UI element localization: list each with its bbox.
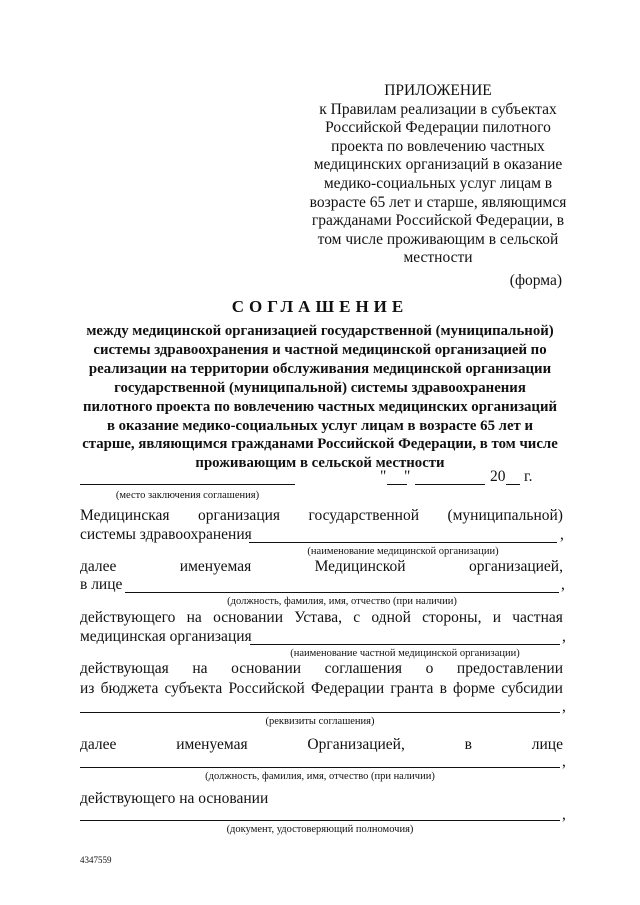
subtitle-line: проживающим в сельской местности [195,455,445,472]
private-org-name-caption: (наименование частной медицинской организации) [290,648,520,659]
word: в [464,736,472,753]
appendix-line: Российской Федерации пилотного [325,119,551,137]
subtitle-line: между медицинской организацией государственной (муниципальной) [86,323,554,339]
date-year-prefix: 20 [490,468,506,485]
appendix-line: местности [403,249,473,267]
med-org-prefix: системы здравоохранения [80,526,252,543]
word: гранта [390,680,434,697]
appendix-block [302,82,574,268]
word: действующего [80,609,176,626]
place-field-line[interactable] [80,484,295,485]
word: с [353,609,361,626]
word: в [439,680,447,697]
paragraph-med-org-line [80,507,563,525]
paragraph-acting-line [80,609,563,627]
subtitle-line: государственной (муниципальной) системы здравоохранения [114,379,526,396]
word: одной [371,609,411,626]
word: соглашения [324,660,403,677]
word: Медицинской [314,558,406,575]
word: на [192,660,208,677]
med-org-name-field[interactable] [249,542,557,543]
word: форме [453,680,496,697]
comma: , [560,526,564,543]
date-month-field[interactable] [415,484,485,485]
word: о [425,660,434,677]
subtitle-line: системы здравоохранения и частной медицинской организацией по [93,341,547,358]
private-org-name-field[interactable] [250,644,560,645]
word: именуемая [176,736,248,753]
place-caption: (место заключения соглашения) [115,490,260,501]
word: государственной [308,507,419,524]
date-year-field[interactable] [506,484,520,485]
word: лице [531,736,563,753]
word: далее [80,558,117,575]
authority-document-field[interactable] [80,820,560,821]
word: основании [213,609,284,626]
word: на [186,609,202,626]
word: Устава, [294,609,342,626]
representative-field-1[interactable] [125,592,559,593]
word: из [80,680,95,697]
word: Организацией, [307,736,405,753]
comma: , [562,806,566,823]
word: Российской [228,680,305,697]
word: Медицинская [80,507,170,524]
date-open-quote: " [380,468,387,485]
word: действующая [80,660,169,677]
form-label: (форма) [509,272,562,289]
paragraph-organization-line [80,736,563,754]
agreement-details-field[interactable] [80,712,560,713]
appendix-line: проекта по вовлечению частных [331,137,545,155]
position-caption-2: (должность, фамилия, имя, отчество (при наличии) [205,771,435,782]
date-year-suffix: г. [524,468,533,485]
paragraph-grant-line [80,660,563,678]
word: и [492,609,501,626]
comma: , [562,628,566,645]
word: организацией, [469,558,563,575]
appendix-line: гражданами Российской Федерации, в [311,212,565,230]
date-close-quote: " [404,468,411,485]
word: основании [231,660,302,677]
paragraph-budget-line [80,680,563,698]
word: субсидии [501,680,563,697]
word: стороны, [422,609,482,626]
word: частная [512,609,563,626]
subtitle-line: в оказание медико-социальных услуг лицам в возрасте 65 лет и [106,417,534,434]
document-title: СОГЛАШЕНИЕ [231,297,409,316]
document-number: 4347559 [80,855,112,865]
word: бюджета [100,680,159,697]
representative-field-2[interactable] [80,767,560,768]
appendix-line: том числе проживающим в сельской [317,230,559,248]
document-subtitle [70,322,570,473]
word: субъекта [164,680,223,697]
comma: , [562,753,566,770]
private-org-prefix: медицинская организация [80,628,252,645]
med-org-name-caption: (наименование медицинской организации) [307,546,499,557]
word: Федерации [310,680,385,697]
word: именуемая [179,558,252,575]
word: далее [80,736,117,753]
subtitle-line: реализации на территории обслуживания медицинской организации [88,360,552,377]
appendix-line: к Правилам реализации в субъектах [319,100,557,118]
subtitle-line: пилотного проекта по вовлечению частных медицинских организаций [82,398,558,415]
position-caption-1: (должность, фамилия, имя, отчество (при наличии) [227,596,457,607]
word: (муниципальной) [447,507,563,524]
comma: , [561,576,565,593]
word: организация [197,507,281,524]
subtitle-line: старше, являющимся гражданами Российской Федерации, в том числе [82,436,558,453]
in-person-prefix: в лице [80,576,123,593]
acting-basis-text: действующего на основании [80,790,269,807]
paragraph-hereinafter-line [80,558,563,576]
appendix-heading: ПРИЛОЖЕНИЕ [384,82,492,99]
authority-document-caption: (документ, удостоверяющий полномочия) [226,824,414,835]
appendix-line: медицинских организаций в оказание [313,156,563,174]
agreement-details-caption: (реквизиты соглашения) [265,716,375,727]
appendix-line: медико-социальных услуг лицам в [323,174,553,192]
word: предоставлении [456,660,563,677]
appendix-line: возрасте 65 лет и старше, являющимся [309,193,567,211]
comma: , [562,698,566,715]
